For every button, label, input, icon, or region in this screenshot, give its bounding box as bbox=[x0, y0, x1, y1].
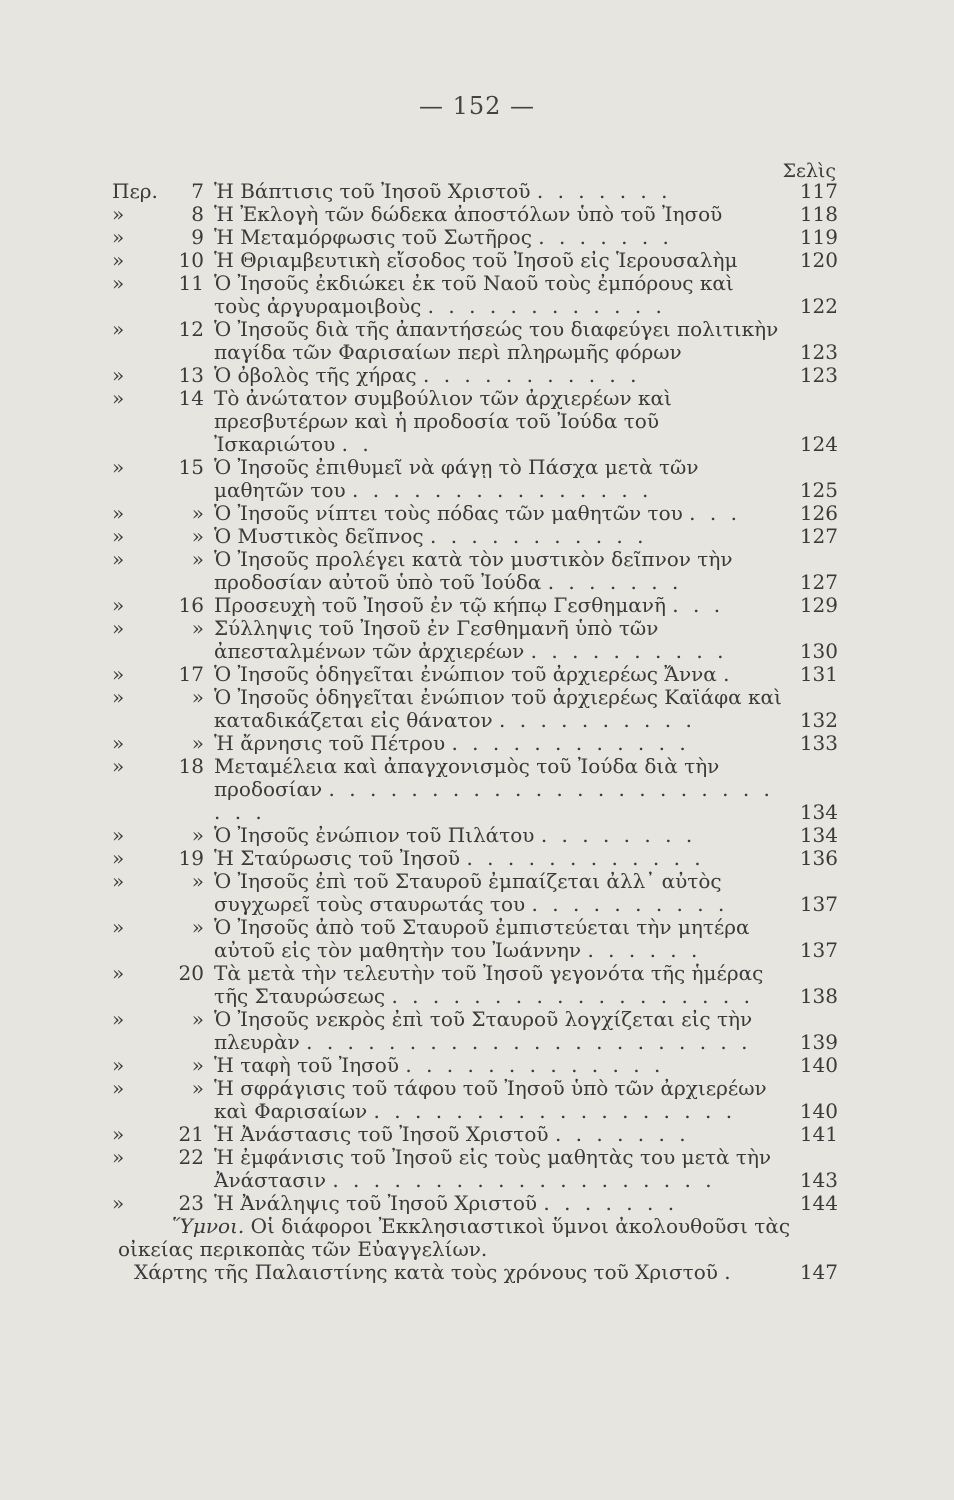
entry-title: Ἡ Σταύρωσις τοῦ Ἰησοῦ bbox=[214, 846, 461, 870]
entry-page: 131 bbox=[799, 662, 838, 686]
entry-page: 133 bbox=[799, 731, 838, 755]
chapter-number: 13 bbox=[178, 363, 204, 387]
chapter-number: 8 bbox=[191, 202, 204, 226]
entry-prefix: » bbox=[112, 1053, 125, 1077]
leader-dots: . . . . . . . . . . bbox=[531, 892, 729, 916]
chapter-number: 23 bbox=[178, 1191, 204, 1215]
entry-prefix: » bbox=[112, 823, 125, 847]
toc-entry bbox=[112, 915, 838, 962]
page-column-header: Σελὶς bbox=[782, 160, 836, 182]
hymns-text: Οἱ διάφοροι Ἐκκλησιαστικοὶ ὕμνοι ἀκολουθοῦσι τὰς οἰκείας περικοπὰς τῶν Εὐαγγελίων. bbox=[118, 1214, 791, 1261]
chapter-number: 7 bbox=[191, 179, 204, 203]
entry-prefix: » bbox=[112, 1076, 125, 1100]
toc-entry bbox=[112, 386, 838, 456]
entry-title-line bbox=[214, 962, 784, 1008]
entry-prefix: » bbox=[112, 501, 125, 525]
entry-page: 144 bbox=[799, 1191, 838, 1215]
entry-prefix: Περ. bbox=[112, 179, 158, 203]
chapter-number: 18 bbox=[178, 754, 204, 778]
entry-prefix: » bbox=[112, 593, 125, 617]
entry-page: 143 bbox=[799, 1168, 838, 1192]
entry-page: 119 bbox=[799, 225, 838, 249]
toc-entry bbox=[112, 1053, 838, 1077]
entry-page: 127 bbox=[799, 524, 838, 548]
entry-page: 117 bbox=[799, 179, 838, 203]
toc-entry bbox=[112, 225, 838, 249]
entry-title: Ὁ Ἰησοῦς ἐνώπιον τοῦ Πιλάτου bbox=[214, 823, 535, 847]
entry-title-line bbox=[214, 663, 784, 686]
entry-page: 139 bbox=[799, 1030, 838, 1054]
toc-entry bbox=[112, 1007, 838, 1054]
toc-entry bbox=[112, 961, 838, 1008]
leader-dots: . . . . . . . . . . . . . . . . . . . bbox=[332, 1168, 716, 1192]
entry-title-line bbox=[214, 617, 784, 663]
entry-page: 140 bbox=[799, 1099, 838, 1123]
entry-page: 132 bbox=[799, 708, 838, 732]
entry-title: Ὁ Ἰησοῦς νεκρὸς ἐπὶ τοῦ Σταυροῦ λογχίζεται εἰς τὴν πλευρὰν bbox=[214, 1007, 753, 1054]
toc-entry bbox=[112, 524, 838, 548]
chapter-number: 10 bbox=[178, 248, 204, 272]
leader-dots: . . . . . . . . . . bbox=[530, 639, 728, 663]
entry-title-line bbox=[214, 203, 784, 226]
entry-title: Σύλληψις τοῦ Ἰησοῦ ἐν Γεσθημανῆ ὑπὸ τῶν ἀπεσταλμένων τῶν ἀρχιερέων bbox=[214, 616, 659, 663]
entry-title-line bbox=[214, 180, 784, 203]
entry-title-line bbox=[214, 1077, 784, 1123]
toc-entry bbox=[112, 593, 838, 617]
entry-title-line bbox=[214, 226, 784, 249]
entry-prefix: » bbox=[112, 547, 125, 571]
toc-entry bbox=[112, 731, 838, 755]
chapter-number: » bbox=[191, 915, 204, 939]
leader-dots: . . . . . . bbox=[587, 938, 702, 962]
leader-dots: . . . . . . . . . . . . bbox=[427, 294, 666, 318]
toc-entry bbox=[112, 1191, 838, 1215]
entry-title: Ὁ Ἰησοῦς προλέγει κατὰ τὸν μυστικὸν δεῖπνον τὴν προδοσίαν αὐτοῦ ὑπὸ τοῦ Ἰούδα bbox=[214, 547, 733, 594]
entry-title: Ὁ Ἰησοῦς ἐπιθυμεῖ νὰ φάγῃ τὸ Πάσχα μετὰ τῶν μαθητῶν του bbox=[214, 455, 699, 502]
entry-title-line bbox=[214, 502, 784, 525]
entry-title-line bbox=[214, 318, 784, 364]
chapter-number: » bbox=[191, 685, 204, 709]
toc-entry bbox=[112, 248, 838, 272]
entry-title-line bbox=[214, 1123, 784, 1146]
entry-title-line bbox=[214, 916, 784, 962]
entry-title: Ὁ Ἰησοῦς διὰ τῆς ἀπαντήσεώς του διαφεύγει πολιτικὴν παγίδα τῶν Φαρισαίων περὶ πληρωμῆς φόρων bbox=[214, 317, 779, 364]
leader-dots: . . bbox=[341, 432, 373, 456]
chapter-number: » bbox=[191, 1076, 204, 1100]
toc-entry bbox=[112, 823, 838, 847]
entry-title: Ἡ Μεταμόρφωσις τοῦ Σωτῆρος bbox=[214, 225, 532, 249]
leader-dots: . . . . . . . bbox=[554, 1122, 690, 1146]
leader-dots: . . . . . . . . bbox=[540, 823, 697, 847]
leader-dots: . . . . . . . . . . . . . . . . . . . . . . bbox=[306, 1030, 752, 1054]
entry-prefix: » bbox=[112, 1145, 125, 1169]
hymns-note bbox=[118, 1215, 818, 1261]
entry-title-line bbox=[214, 755, 784, 824]
chapter-number: 14 bbox=[178, 386, 204, 410]
entry-title: Ὁ Ἰησοῦς νίπτει τοὺς πόδας τῶν μαθητῶν του bbox=[214, 501, 683, 525]
chapter-number: » bbox=[191, 501, 204, 525]
chapter-number: 16 bbox=[178, 593, 204, 617]
entry-title-line bbox=[214, 594, 784, 617]
entry-title: Ἡ σφράγισις τοῦ τάφου τοῦ Ἰησοῦ ὑπὸ τῶν ἀρχιερέων καὶ Φαρισαίων bbox=[214, 1076, 767, 1123]
chapter-number: » bbox=[191, 1053, 204, 1077]
chapter-number: 19 bbox=[178, 846, 204, 870]
entry-prefix: » bbox=[112, 202, 125, 226]
entry-page: 118 bbox=[799, 202, 838, 226]
entry-title-line bbox=[214, 686, 784, 732]
leader-dots: . . . . . . . . . . . bbox=[430, 524, 648, 548]
chapter-number: 11 bbox=[178, 271, 204, 295]
entry-prefix: » bbox=[112, 685, 125, 709]
entry-title-line bbox=[214, 1008, 784, 1054]
entry-title: Ἡ ἐμφάνισις τοῦ Ἰησοῦ εἰς τοὺς μαθητὰς του μετὰ τὴν Ἀνάστασιν bbox=[214, 1145, 772, 1192]
entry-prefix: » bbox=[112, 846, 125, 870]
toc-entry bbox=[112, 662, 838, 686]
entry-title: Ἡ Ἐκλογὴ τῶν δώδεκα ἀποστόλων ὑπὸ τοῦ Ἰησοῦ bbox=[214, 202, 723, 226]
chapter-number: » bbox=[191, 869, 204, 893]
chapter-number: 22 bbox=[178, 1145, 204, 1169]
entry-title-line bbox=[214, 525, 784, 548]
entry-prefix: » bbox=[112, 1122, 125, 1146]
entry-title: Προσευχὴ τοῦ Ἰησοῦ ἐν τῷ κήπῳ Γεσθημανῆ bbox=[214, 593, 666, 617]
toc-entry bbox=[112, 1076, 838, 1123]
entry-title-line bbox=[214, 1054, 784, 1077]
leader-dots: . . . . . . . . . . . . . . . . . . bbox=[391, 984, 754, 1008]
entry-prefix: » bbox=[112, 524, 125, 548]
entry-prefix: » bbox=[112, 225, 125, 249]
chapter-number: 12 bbox=[178, 317, 204, 341]
toc-entry bbox=[112, 846, 838, 870]
entry-prefix: » bbox=[112, 317, 125, 341]
toc-entry bbox=[112, 685, 838, 732]
entry-page: 137 bbox=[799, 938, 838, 962]
map-dots: . bbox=[724, 1260, 731, 1284]
entry-title: Ὁ Ἰησοῦς ἐπὶ τοῦ Σταυροῦ ἐμπαίζεται ἀλλ᾽ αὐτὸς συγχωρεῖ τοὺς σταυρωτάς του bbox=[214, 869, 722, 916]
entry-page: 130 bbox=[799, 639, 838, 663]
chapter-number: » bbox=[191, 731, 204, 755]
page-number: — 152 — bbox=[418, 92, 536, 120]
leader-dots: . . . . . . . bbox=[543, 1191, 679, 1215]
entry-prefix: » bbox=[112, 271, 125, 295]
entry-page: 123 bbox=[799, 340, 838, 364]
entry-prefix: » bbox=[112, 662, 125, 686]
entry-title-line bbox=[214, 456, 784, 502]
entry-prefix: » bbox=[112, 731, 125, 755]
toc-entry bbox=[112, 1122, 838, 1146]
toc-entry bbox=[112, 754, 838, 824]
leader-dots: . . . bbox=[672, 593, 725, 617]
entry-title: Ὁ Ἰησοῦς ὁδηγεῖται ἐνώπιον τοῦ ἀρχιερέως Ἄννα bbox=[214, 662, 717, 686]
entry-title-line bbox=[214, 1192, 784, 1215]
leader-dots: . . . . . . . bbox=[547, 570, 683, 594]
toc-entry bbox=[112, 1145, 838, 1192]
entry-page: 141 bbox=[799, 1122, 838, 1146]
entry-title: Τὸ ἀνώτατον συμβούλιον τῶν ἀρχιερέων καὶ πρεσβυτέρων καὶ ἡ προδοσία τοῦ Ἰούδα τοῦ Ἰσκαριώτου bbox=[214, 386, 672, 456]
entry-title: Ὁ Ἰησοῦς ἀπὸ τοῦ Σταυροῦ ἐμπιστεύεται τὴν μητέρα αὐτοῦ εἰς τὸν μαθητὴν του Ἰωάννην bbox=[214, 915, 750, 962]
entry-prefix: » bbox=[112, 455, 125, 479]
entry-title-line bbox=[214, 364, 784, 387]
entry-page: 137 bbox=[799, 892, 838, 916]
chapter-number: 9 bbox=[191, 225, 204, 249]
chapter-number: » bbox=[191, 524, 204, 548]
entry-page: 123 bbox=[799, 363, 838, 387]
entry-page: 122 bbox=[799, 294, 838, 318]
entry-title: Ἡ Ἀνάληψις τοῦ Ἰησοῦ Χριστοῦ bbox=[214, 1191, 538, 1215]
entry-title: Ἡ Βάπτισις τοῦ Ἰησοῦ Χριστοῦ bbox=[214, 179, 531, 203]
entry-title: Μεταμέλεια καὶ ἀπαγχονισμὸς τοῦ Ἰούδα διὰ τὴν προδοσίαν bbox=[214, 754, 720, 801]
toc-entry bbox=[112, 317, 838, 364]
leader-dots: . . . . . . . . . . . . bbox=[451, 731, 690, 755]
entry-prefix: » bbox=[112, 915, 125, 939]
entry-title: Ἡ ἄρνησις τοῦ Πέτρου bbox=[214, 731, 446, 755]
chapter-number: 17 bbox=[178, 662, 204, 686]
entry-page: 136 bbox=[799, 846, 838, 870]
entry-prefix: » bbox=[112, 363, 125, 387]
entry-prefix: » bbox=[112, 1191, 125, 1215]
entry-page: 125 bbox=[799, 478, 838, 502]
leader-dots: . . . . . . . bbox=[538, 225, 673, 249]
entry-prefix: » bbox=[112, 248, 125, 272]
chapter-number: » bbox=[191, 823, 204, 847]
entry-page: 127 bbox=[799, 570, 838, 594]
chapter-number: 20 bbox=[178, 961, 204, 985]
entry-title-line bbox=[214, 847, 784, 870]
toc-entries bbox=[112, 179, 838, 1215]
entry-prefix: » bbox=[112, 869, 125, 893]
chapter-number: 15 bbox=[178, 455, 204, 479]
toc-entry bbox=[112, 616, 838, 663]
entry-title-line bbox=[214, 870, 784, 916]
leader-dots: . . . . . . . . . . bbox=[499, 708, 696, 732]
entry-title: Ὁ Ἰησοῦς ἐκδιώκει ἐκ τοῦ Ναοῦ τοὺς ἐμπόρους καὶ τοὺς ἀργυραμοιβοὺς bbox=[214, 271, 734, 318]
leader-dots: . . . . . . . . . . . . . . . . . . . . . . . . . bbox=[214, 777, 774, 824]
leader-dots: . . . . . . . . . . . . . . . . . . bbox=[373, 1099, 737, 1123]
leader-dots: . . . bbox=[689, 501, 741, 525]
entry-page: 120 bbox=[799, 248, 838, 272]
entry-page: 129 bbox=[799, 593, 838, 617]
entry-title: Τὰ μετὰ τὴν τελευτὴν τοῦ Ἰησοῦ γεγονότα τῆς ἡμέρας τῆς Σταυρώσεως bbox=[214, 961, 764, 1008]
leader-dots: . . . . . . . . . . . . . bbox=[405, 1053, 665, 1077]
entry-title-line bbox=[214, 387, 784, 456]
leader-dots: . bbox=[723, 662, 734, 686]
toc-entry bbox=[112, 179, 838, 203]
entry-prefix: » bbox=[112, 961, 125, 985]
entry-prefix: » bbox=[112, 616, 125, 640]
entry-title-line bbox=[214, 249, 784, 272]
entry-title: Ἡ ταφὴ τοῦ Ἰησοῦ bbox=[214, 1053, 399, 1077]
chapter-number: » bbox=[191, 547, 204, 571]
entry-title: Ἡ Ἀνάστασις τοῦ Ἰησοῦ Χριστοῦ bbox=[214, 1122, 549, 1146]
entry-title-line bbox=[214, 732, 784, 755]
entry-page: 134 bbox=[799, 800, 838, 824]
toc-entry bbox=[112, 363, 838, 387]
entry-page: 126 bbox=[799, 501, 838, 525]
hymns-lead: Ὕμνοι. bbox=[172, 1214, 245, 1238]
entry-title: Ὁ Ἰησοῦς ὁδηγεῖται ἐνώπιον τοῦ ἀρχιερέως Καϊάφα καὶ καταδικάζεται εἰς θάνατον bbox=[214, 685, 782, 732]
toc-entry bbox=[112, 547, 838, 594]
entry-title: Ὁ ὀβολὸς τῆς χήρας bbox=[214, 363, 417, 387]
toc-entry bbox=[112, 202, 838, 226]
entry-title-line bbox=[214, 272, 784, 318]
entry-page: 138 bbox=[799, 984, 838, 1008]
entry-title-line bbox=[214, 548, 784, 594]
leader-dots: . . . . . . . . . . . . bbox=[466, 846, 705, 870]
entry-title: Ὁ Μυστικὸς δεῖπνος bbox=[214, 524, 424, 548]
entry-prefix: » bbox=[112, 754, 125, 778]
chapter-number: » bbox=[191, 1007, 204, 1031]
leader-dots: . . . . . . . . . . . . . . . bbox=[352, 478, 653, 502]
toc-entry bbox=[112, 869, 838, 916]
chapter-number: 21 bbox=[178, 1122, 204, 1146]
toc-entry bbox=[112, 271, 838, 318]
entry-page: 134 bbox=[799, 823, 838, 847]
table-of-contents bbox=[112, 160, 838, 1284]
map-entry bbox=[134, 1261, 838, 1284]
toc-entry bbox=[112, 501, 838, 525]
toc-entry bbox=[112, 455, 838, 502]
chapter-number: » bbox=[191, 616, 204, 640]
map-page: 147 bbox=[799, 1260, 838, 1284]
entry-page: 124 bbox=[799, 432, 838, 456]
entry-prefix: » bbox=[112, 1007, 125, 1031]
leader-dots: . . . . . . . . . . . bbox=[423, 363, 641, 387]
map-title: Χάρτης τῆς Παλαιστίνης κατὰ τοὺς χρόνους τοῦ Χριστοῦ bbox=[134, 1260, 718, 1284]
entry-page: 140 bbox=[799, 1053, 838, 1077]
entry-title-line bbox=[214, 1146, 784, 1192]
entry-prefix: » bbox=[112, 386, 125, 410]
entry-title: Ἡ Θριαμβευτικὴ εἴσοδος τοῦ Ἰησοῦ εἰς Ἱερουσαλὴμ bbox=[214, 248, 738, 272]
entry-title-line bbox=[214, 824, 784, 847]
leader-dots: . . . . . . . bbox=[536, 179, 672, 203]
